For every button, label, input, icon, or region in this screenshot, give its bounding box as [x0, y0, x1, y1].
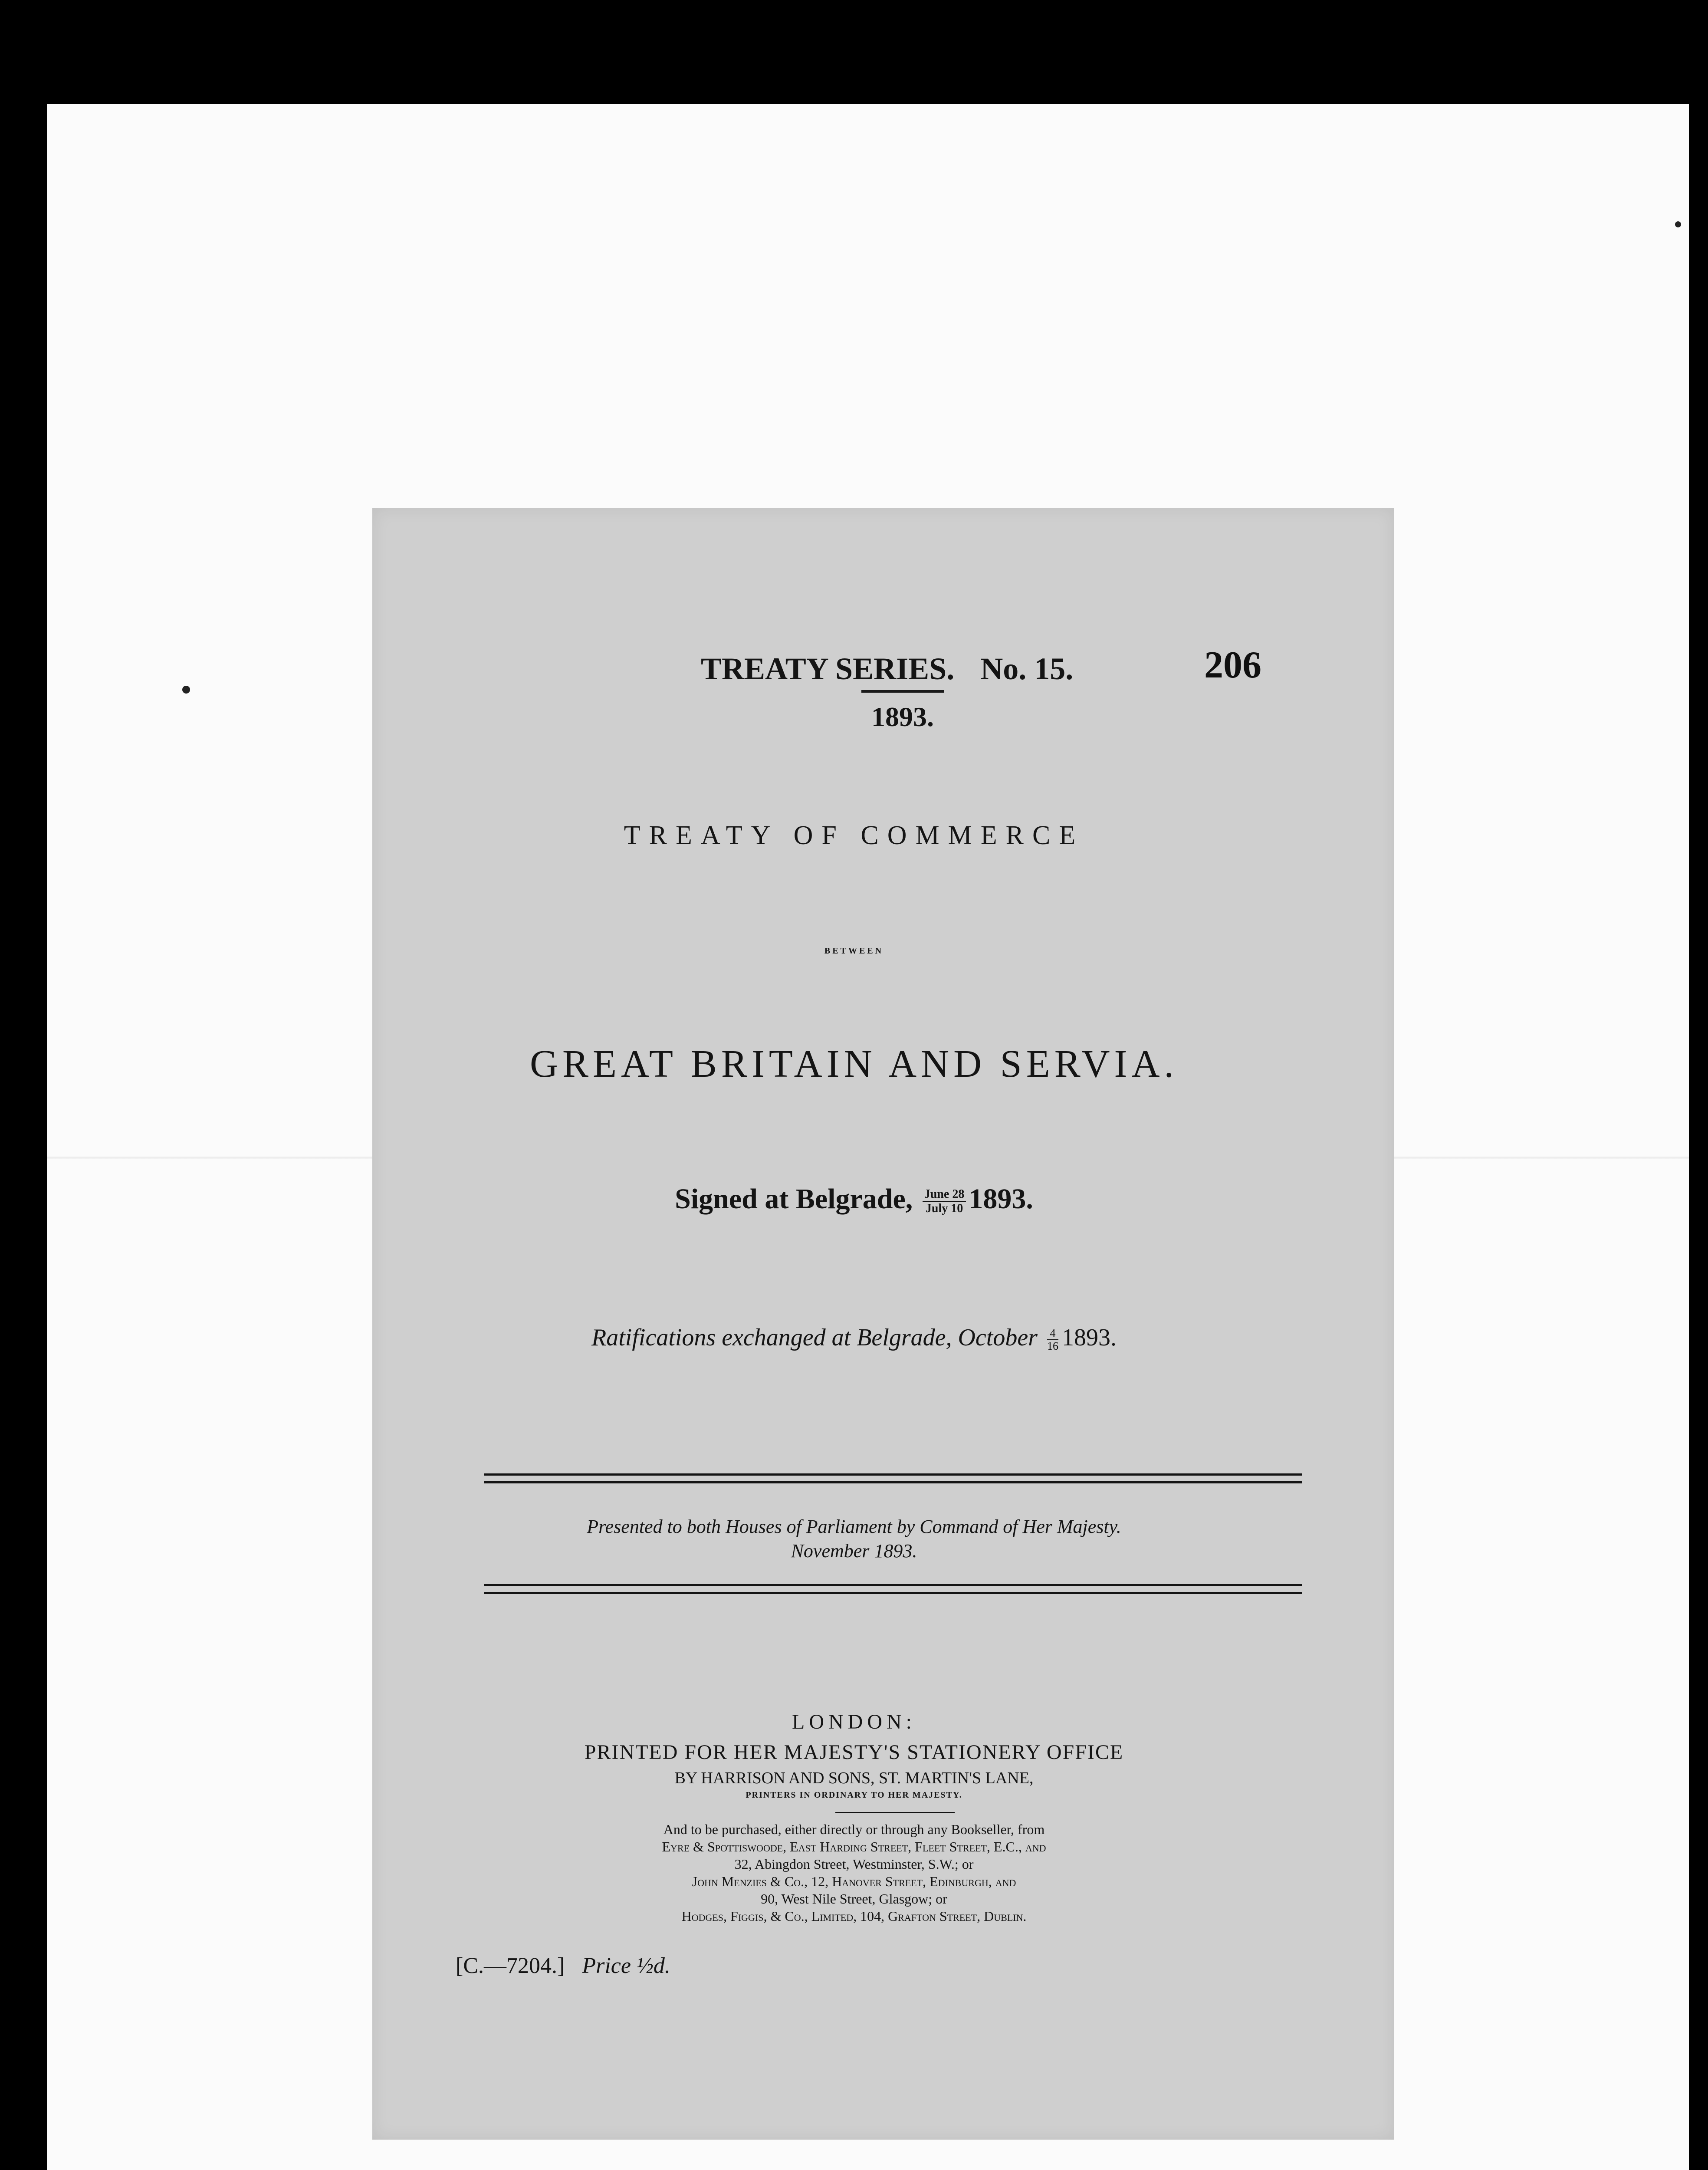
ratifications-day-fraction: [1047, 1327, 1058, 1352]
double-rule-bottom-1: [484, 1584, 1302, 1586]
ratifications-day-old: 4: [1047, 1327, 1058, 1340]
purchase-line-4: John Menzies & Co., 12, Hanover Street, Edinburgh, and: [692, 1874, 1016, 1889]
signed-date-old: June 28: [923, 1188, 966, 1202]
purchase-line-6: Hodges, Figgis, & Co., Limited, 104, Grafton Street, Dublin.: [681, 1908, 1027, 1924]
film-speck: [1675, 221, 1681, 227]
purchase-line-1: And to be purchased, either directly or through any Bookseller, from: [663, 1821, 1045, 1837]
signed-year: 1893.: [969, 1183, 1033, 1215]
series-label: TREATY SERIES.: [701, 651, 955, 686]
ratifications-prefix: Ratifications exchanged at Belgrade, October: [591, 1324, 1038, 1351]
ratifications-day-new: 16: [1047, 1340, 1058, 1353]
presented-line-2: November 1893.: [791, 1540, 917, 1562]
signed-date-fraction: [923, 1188, 966, 1215]
treaty-parties: GREAT BRITAIN AND SERVIA.: [530, 1042, 1178, 1085]
signed-line: [0, 1183, 1708, 1216]
double-rule-top-1: [484, 1473, 1302, 1476]
purchase-line-5: 90, West Nile Street, Glasgow; or: [761, 1891, 947, 1907]
printers-in-ordinary: PRINTERS IN ORDINARY TO HER MAJESTY.: [746, 1790, 962, 1800]
double-rule-top-2: [484, 1481, 1302, 1483]
between-label: BETWEEN: [824, 946, 884, 956]
ratifications-line: [0, 1324, 1708, 1352]
signed-date-new: July 10: [925, 1202, 963, 1216]
purchase-info: [0, 1821, 1708, 1925]
publisher-city: LONDON:: [792, 1710, 916, 1733]
presented-line-1: Presented to both Houses of Parliament by Command of Her Majesty.: [587, 1516, 1121, 1537]
printed-for: PRINTED FOR HER MAJESTY'S STATIONERY OFFICE: [584, 1741, 1124, 1764]
treaty-title: TREATY OF COMMERCE: [624, 821, 1084, 850]
presented-statement: [0, 1515, 1708, 1563]
treaty-series-heading: [701, 651, 1135, 687]
series-year: 1893.: [871, 701, 934, 732]
command-paper-number: [C.—7204.]: [456, 1953, 565, 1978]
signed-prefix: Signed at Belgrade,: [675, 1183, 913, 1215]
ratifications-year: 1893.: [1061, 1324, 1117, 1351]
series-number: No. 15.: [980, 651, 1074, 686]
double-rule-bottom-2: [484, 1592, 1302, 1594]
purchase-line-3: 32, Abingdon Street, Westminster, S.W.; or: [734, 1856, 974, 1872]
command-paper-line: [456, 1953, 670, 1979]
film-speck: [182, 686, 190, 694]
price: Price ½d.: [582, 1953, 670, 1978]
year-rule: [861, 690, 944, 693]
document-number: 206: [1204, 644, 1261, 686]
publisher-rule: [835, 1812, 955, 1813]
printer-name: BY HARRISON AND SONS, ST. MARTIN'S LANE,: [674, 1769, 1034, 1787]
purchase-line-2: Eyre & Spottiswoode, East Harding Street, Fleet Street, E.C., and: [662, 1839, 1046, 1854]
